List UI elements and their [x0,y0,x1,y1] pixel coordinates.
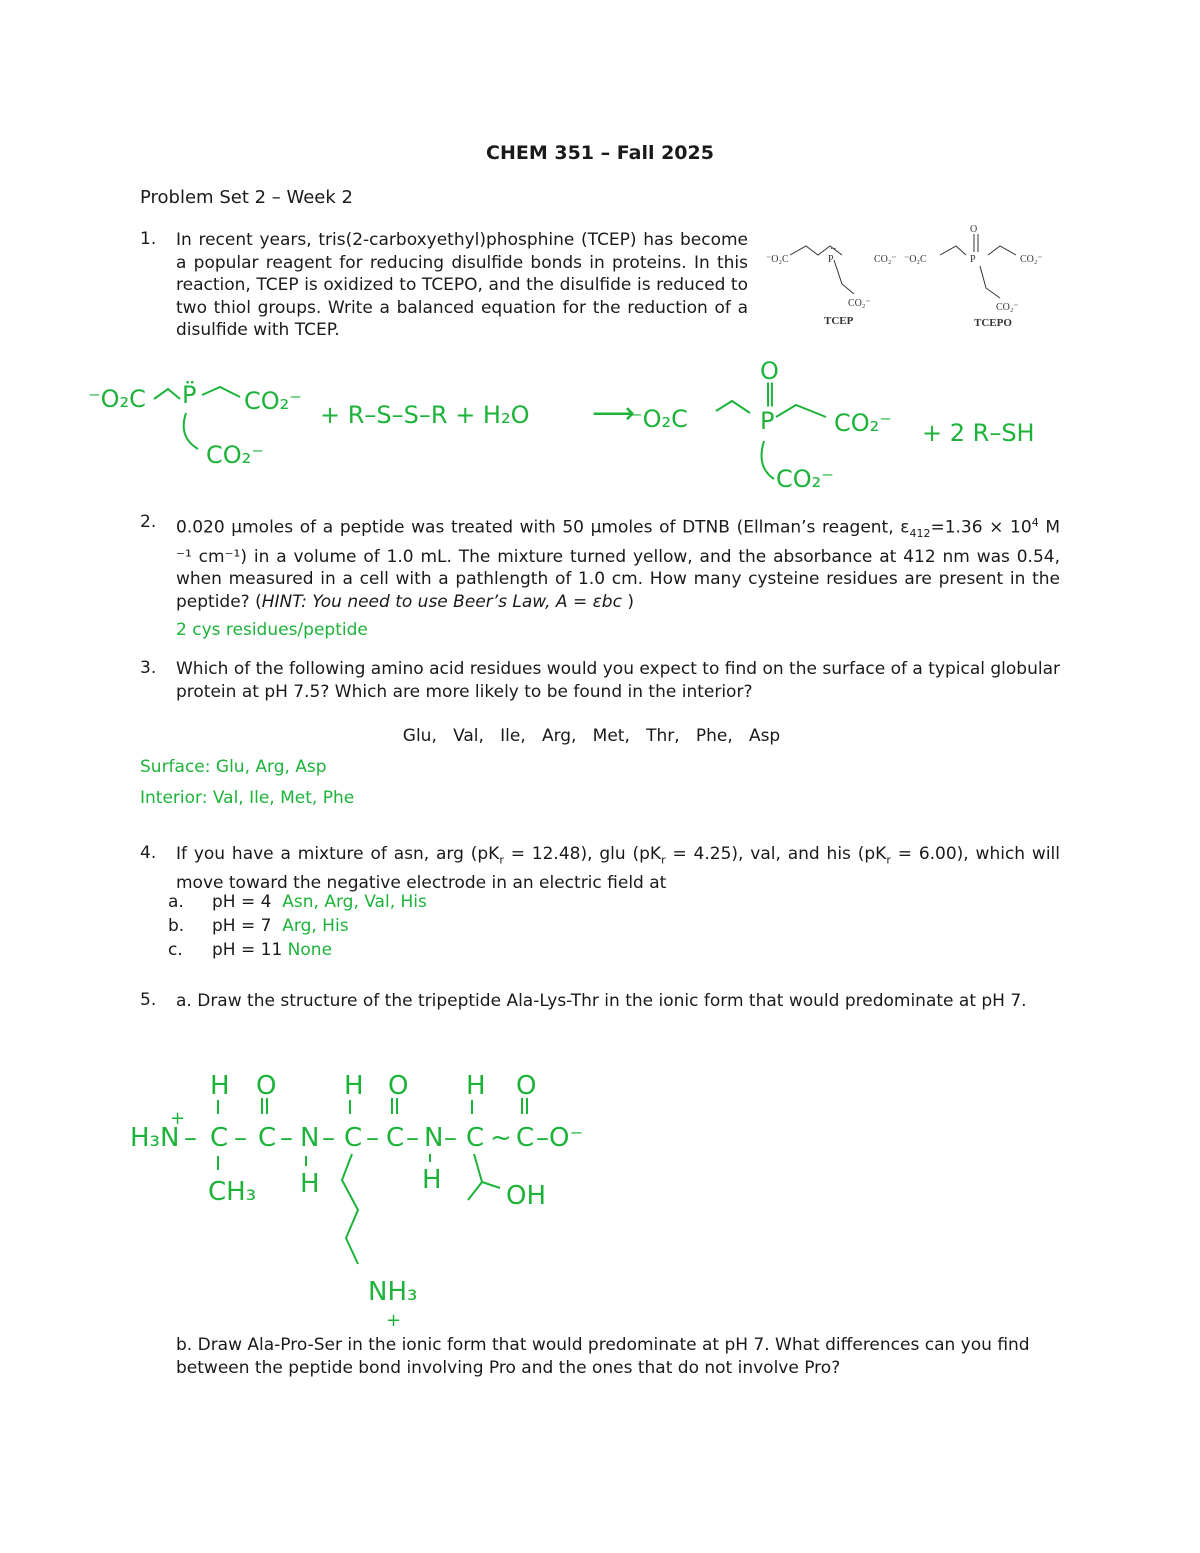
svg-text:‖: ‖ [764,379,776,407]
svg-text:–O⁻: –O⁻ [536,1123,584,1153]
question-2-number: 2. [140,512,157,532]
svg-text:··: ·· [830,244,837,255]
svg-text:P: P [828,254,834,265]
svg-text:–: – [366,1123,379,1153]
svg-text:O: O [970,224,978,235]
svg-text:H: H [466,1071,486,1101]
svg-text:CO₂⁻: CO₂⁻ [848,298,871,309]
svg-text:P: P [760,407,775,435]
page-title: CHEM 351 – Fall 2025 [486,142,714,164]
question-4-text: If you have a mixture of asn, arg $(pK_r = 12.48)$, glu $(pK_r = 4.25)$, val, and his $(pK_r = 6.00)$, which will move toward the negative electrode in an electric field at [176,844,1060,893]
svg-text:CO₂⁻: CO₂⁻ [244,387,302,415]
q4-item-b: b. pH = 7 Arg, His [168,916,349,936]
svg-text:CO₂⁻: CO₂⁻ [834,409,892,437]
question-5b-text: b. Draw Ala-Pro-Ser in the ionic form that would predominate at pH 7. What differences can you find between the peptide bond involving Pro and the ones that do not involve Pro? [176,1335,1030,1378]
svg-text:NH₃: NH₃ [368,1277,418,1307]
svg-text:~: ~ [490,1123,512,1153]
question-3-number: 3. [140,658,157,678]
reaction-arrow: ⟶ [592,396,636,431]
product-thiols: + 2 R–SH [922,419,1035,447]
svg-text:CO₂⁻: CO₂⁻ [1020,254,1043,265]
svg-text:C: C [344,1123,363,1153]
svg-text:C: C [516,1123,535,1153]
svg-text:⁻O₂C: ⁻O₂C [904,254,927,265]
svg-text:–: – [322,1123,335,1153]
svg-text:O: O [388,1071,409,1101]
svg-text:H: H [210,1071,230,1101]
svg-text:O: O [256,1071,277,1101]
question-4-number: 4. [140,843,157,863]
svg-text:N: N [424,1123,444,1153]
question-3-text: Which of the following amino acid residues would you expect to find on the surface of a typical globular protein at pH 7.5? Which are more likely to be found in the interior? [176,659,1060,702]
svg-text:C: C [386,1123,405,1153]
svg-text:H: H [300,1169,320,1199]
tcep-tcepo-structures [762,222,1062,334]
svg-text:C: C [210,1123,229,1153]
svg-text:O: O [516,1071,537,1101]
svg-text:CO₂⁻: CO₂⁻ [206,441,264,469]
question-1-text: In recent years, tris(2-carboxyethyl)phosphine (TCEP) has become a popular reagent for reducing disulfide bonds in proteins. In this reaction, TCEP is oxidized to TCEPO, and the disulfide is reduced to two thiol groups. Write a balanced equation for the reduction of a disulfide with TCEP. [176,230,748,340]
svg-text:+: + [386,1310,402,1330]
tcep-left-group: ⁻O₂C [88,385,146,413]
svg-text:–: – [184,1123,197,1153]
svg-text:H: H [344,1071,364,1101]
q2-answer: 2 cys residues/peptide [176,620,368,640]
svg-text:P̈: P̈ [182,381,197,409]
svg-text:+: + [170,1108,186,1129]
question-5-number: 5. [140,990,157,1010]
tcep-label: TCEP [824,315,854,327]
tripeptide-drawing [130,1068,610,1330]
svg-text:–: – [406,1123,419,1153]
svg-text:H₃N: H₃N [130,1123,180,1153]
svg-text:N: N [300,1123,320,1153]
svg-text:CO₂⁻: CO₂⁻ [996,302,1019,313]
svg-text:–: – [444,1123,457,1153]
svg-text:⁻O₂C: ⁻O₂C [766,254,789,265]
svg-text:OH: OH [506,1181,547,1211]
svg-text:–: – [234,1123,247,1153]
q4-item-a: a. pH = 4 Asn, Arg, Val, His [168,892,427,912]
svg-text:CH₃: CH₃ [208,1177,257,1207]
svg-text:⁻O₂C: ⁻O₂C [630,405,688,433]
question-2-text: 0.020 μmoles of a peptide was treated with 50 μmoles of DTNB (Ellman’s reagent, $\varepsilon_{412}=1.36 \times 10^4$ M ⁻¹ cm⁻¹) in a volume of 1.0 mL. The mixture turned yellow, and the absorbance at 412 nm was 0.54, when measured in a cell with a pathlength of 1.0 cm. How many cysteine residues are present in the peptide? (HINT: You need to use Beer’s Law, A = εbc ) [176,516,1061,612]
svg-text:C: C [258,1123,277,1153]
svg-text:–: – [280,1123,293,1153]
question-1-number: 1. [140,229,157,249]
q4-item-c: c. pH = 11 None [168,940,333,960]
q3-interior-answer: Interior: Val, Ile, Met, Phe [140,788,355,808]
q1-handwritten-equation [80,355,1080,505]
tcepo-label: TCEPO [974,317,1012,329]
svg-text:CO₂⁻: CO₂⁻ [874,254,897,265]
svg-text:P: P [970,254,976,265]
svg-text:H: H [422,1165,442,1195]
q3-surface-answer: Surface: Glu, Arg, Asp [140,757,327,777]
reactant-terms: + R–S–S–R + H₂O [320,401,530,429]
svg-text:C: C [466,1123,485,1153]
svg-text:CO₂⁻: CO₂⁻ [776,465,834,493]
question-5a-text: a. Draw the structure of the tripeptide Ala-Lys-Thr in the ionic form that would predominate at pH 7. [176,991,1027,1011]
page-subtitle: Problem Set 2 – Week 2 [140,187,353,208]
svg-text:O: O [760,357,779,385]
residue-list: Glu, Val, Ile, Arg, Met, Thr, Phe, Asp [402,726,781,746]
